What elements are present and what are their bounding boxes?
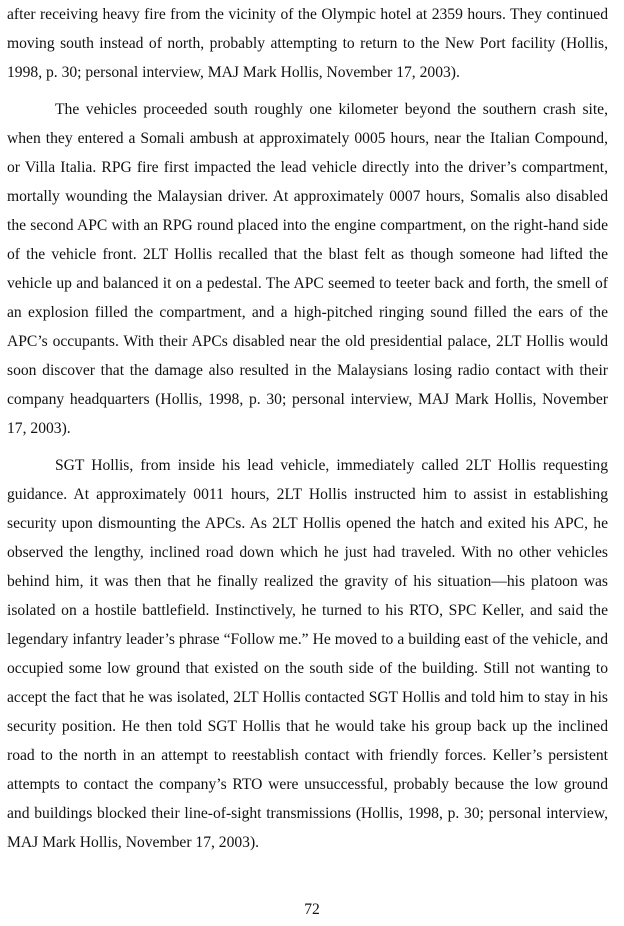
body-text (7, 0, 608, 857)
page-number: 72 (304, 901, 320, 918)
paragraph-1: after receiving heavy fire from the vicinity of the Olympic hotel at 2359 hours. They continued moving south instead of north, probably attempting to return to the New Port facility (Hollis, 1998, p. 30; personal interview, MAJ Mark Hollis, November 17, 2003). (7, 6, 608, 81)
paragraph-2: The vehicles proceeded south roughly one kilometer beyond the southern crash site, when they entered a Somali ambush at approximately 0005 hours, near the Italian Compound, or Villa Italia. RPG fire first impacted the lead vehicle directly into the driver’s compartment, mortally wounding the Malaysian driver. At approximately 0007 hours, Somalis also disabled the second APC with an RPG round placed into the engine compartment, on the right-hand side of the vehicle front. 2LT Hollis recalled that the blast felt as though someone had lifted the vehicle up and balanced it on a pedestal. The APC seemed to teeter back and forth, the smell of an explosion filled the compartment, and a high-pitched ringing sound filled the ears of the APC’s occupants. With their APCs disabled near the old presidential palace, 2LT Hollis would soon discover that the damage also resulted in the Malaysians losing radio contact with their company headquarters (Hollis, 1998, p. 30; personal interview, MAJ Mark Hollis, November 17, 2003). (7, 101, 608, 437)
paragraph-3: SGT Hollis, from inside his lead vehicle, immediately called 2LT Hollis requesting guidance. At approximately 0011 hours, 2LT Hollis instructed him to assist in establishing security upon dismounting the APCs. As 2LT Hollis opened the hatch and exited his APC, he observed the lengthy, inclined road down which he just had traveled. With no other vehicles behind him, it was then that he finally realized the gravity of his situation—his platoon was isolated on a hostile battlefield. Instinctively, he turned to his RTO, SPC Keller, and said the legendary infantry leader’s phrase “Follow me.” He moved to a building east of the vehicle, and occupied some low ground that existed on the south side of the building. Still not wanting to accept the fact that he was isolated, 2LT Hollis contacted SGT Hollis and told him to stay in his security position. He then told SGT Hollis that he would take his group back up the inclined road to the north in an attempt to reestablish contact with friendly forces. Keller’s persistent attempts to contact the company’s RTO were unsuccessful, probably because the low ground and buildings blocked their line-of-sight transmissions (Hollis, 1998, p. 30; personal interview, MAJ Mark Hollis, November 17, 2003). (7, 457, 608, 851)
